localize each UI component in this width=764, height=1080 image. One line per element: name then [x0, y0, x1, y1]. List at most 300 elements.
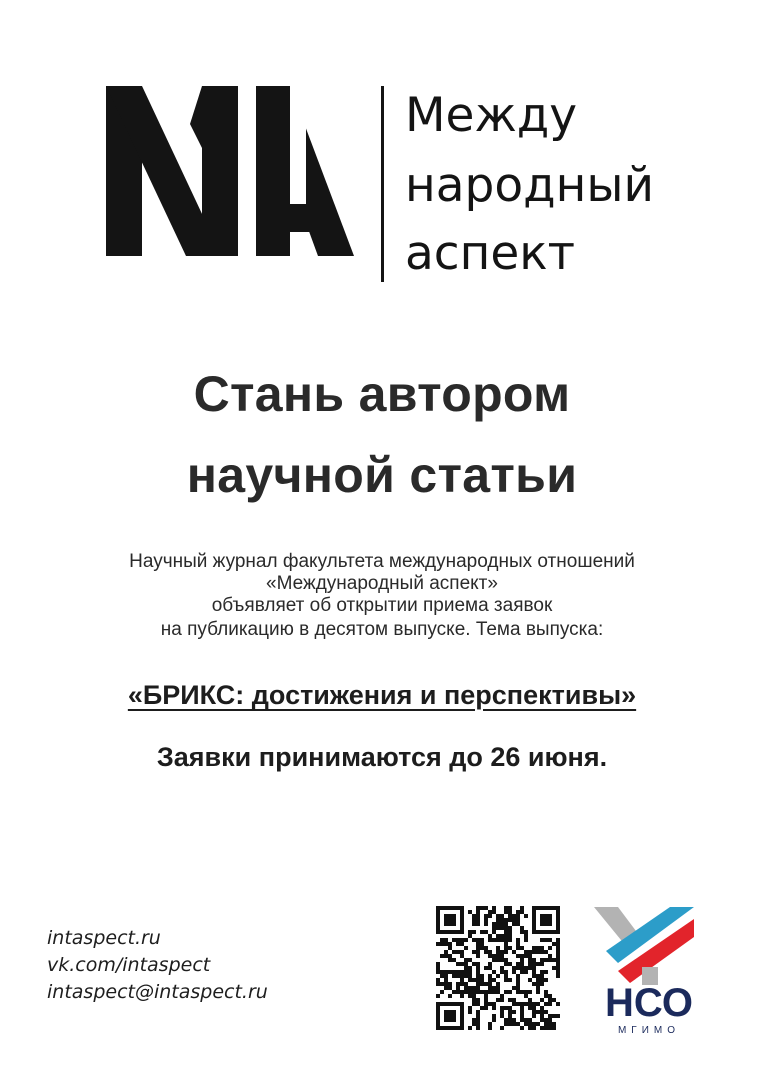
- qr-module: [516, 910, 520, 914]
- qr-module: [532, 946, 536, 950]
- qr-module: [496, 998, 500, 1002]
- qr-module: [436, 962, 440, 966]
- qr-module: [556, 950, 560, 954]
- qr-module: [440, 942, 444, 946]
- qr-module: [480, 942, 484, 946]
- qr-module: [464, 946, 468, 950]
- qr-module: [536, 974, 540, 978]
- qr-module: [500, 1014, 504, 1018]
- qr-module: [464, 966, 468, 970]
- qr-module: [528, 958, 532, 962]
- qr-module: [456, 986, 460, 990]
- qr-module: [504, 962, 508, 966]
- qr-module: [460, 938, 464, 942]
- qr-module: [436, 970, 440, 974]
- qr-module: [544, 990, 548, 994]
- contact-vk[interactable]: vk.com/intaspect: [47, 954, 211, 976]
- qr-module: [548, 1026, 552, 1030]
- qr-module: [500, 1010, 504, 1014]
- qr-module: [540, 1026, 544, 1030]
- qr-module: [468, 930, 472, 934]
- qr-module: [556, 970, 560, 974]
- qr-module: [500, 934, 504, 938]
- qr-module: [504, 938, 508, 942]
- qr-module: [456, 942, 460, 946]
- nso-logo-sublabel: МГИМО: [617, 1025, 681, 1035]
- body-line-2: «Международный аспект»: [266, 573, 498, 594]
- qr-module: [520, 958, 524, 962]
- qr-module: [528, 954, 532, 958]
- qr-module: [488, 1002, 492, 1006]
- qr-module: [556, 954, 560, 958]
- qr-module: [472, 1022, 476, 1026]
- qr-module: [496, 926, 500, 930]
- qr-module: [544, 950, 548, 954]
- qr-module: [532, 970, 536, 974]
- qr-module: [544, 978, 548, 982]
- qr-module: [540, 950, 544, 954]
- qr-module: [476, 906, 480, 910]
- qr-module: [440, 938, 444, 942]
- qr-module: [480, 1006, 484, 1010]
- logo-word-1: Между: [405, 88, 578, 143]
- qr-module: [500, 966, 504, 970]
- qr-module: [436, 978, 440, 982]
- qr-module: [536, 1002, 540, 1006]
- qr-module: [492, 906, 496, 910]
- qr-module: [476, 922, 480, 926]
- qr-module: [548, 958, 552, 962]
- qr-module: [440, 990, 444, 994]
- qr-module: [532, 1002, 536, 1006]
- qr-module: [472, 918, 476, 922]
- qr-module: [504, 910, 508, 914]
- qr-module: [524, 930, 528, 934]
- qr-module: [540, 938, 544, 942]
- qr-module: [476, 946, 480, 950]
- qr-module: [520, 1014, 524, 1018]
- qr-module: [528, 1022, 532, 1026]
- qr-module: [524, 938, 528, 942]
- body-line-4: на публикацию в десятом выпуске. Тема выпуска:: [160, 619, 604, 640]
- body-line-3: объявляет об открытии приема заявок: [211, 595, 553, 616]
- qr-module: [460, 950, 464, 954]
- logo-word-3: аспект: [405, 226, 576, 281]
- qr-module: [476, 998, 480, 1002]
- qr-module: [508, 962, 512, 966]
- qr-module: [520, 930, 524, 934]
- qr-module: [520, 970, 524, 974]
- qr-module: [484, 966, 488, 970]
- qr-module: [468, 970, 472, 974]
- qr-module: [508, 1022, 512, 1026]
- qr-module: [440, 970, 444, 974]
- qr-module: [476, 1022, 480, 1026]
- contact-website[interactable]: intaspect.ru: [47, 927, 161, 949]
- qr-module: [536, 978, 540, 982]
- qr-module: [452, 990, 456, 994]
- qr-module: [460, 942, 464, 946]
- qr-module: [524, 950, 528, 954]
- qr-module: [524, 1002, 528, 1006]
- issue-topic-text: «БРИКС: достижения и перспективы»: [127, 680, 637, 710]
- qr-module: [520, 910, 524, 914]
- qr-module: [456, 962, 460, 966]
- qr-module: [552, 1014, 556, 1018]
- qr-module: [484, 914, 488, 918]
- qr-module: [524, 990, 528, 994]
- qr-module: [492, 978, 496, 982]
- qr-module: [540, 1014, 544, 1018]
- qr-module: [536, 962, 540, 966]
- qr-module: [540, 978, 544, 982]
- qr-module: [472, 962, 476, 966]
- qr-module: [488, 978, 492, 982]
- qr-module: [484, 950, 488, 954]
- qr-module: [508, 990, 512, 994]
- issue-topic: [0, 679, 764, 711]
- qr-module: [488, 990, 492, 994]
- qr-module: [520, 966, 524, 970]
- qr-module: [544, 1026, 548, 1030]
- qr-module: [520, 906, 524, 910]
- qr-module: [492, 970, 496, 974]
- qr-module: [552, 1022, 556, 1026]
- qr-module: [516, 954, 520, 958]
- qr-module: [488, 1022, 492, 1026]
- qr-module: [488, 934, 492, 938]
- qr-module: [436, 994, 440, 998]
- deadline-text: Заявки принимаются до 26 июня.: [156, 742, 608, 772]
- qr-module: [504, 950, 508, 954]
- qr-module: [528, 990, 532, 994]
- qr-module: [512, 1022, 516, 1026]
- qr-module: [548, 946, 552, 950]
- qr-module: [476, 970, 480, 974]
- qr-module: [532, 950, 536, 954]
- qr-module: [532, 974, 536, 978]
- qr-module: [464, 938, 468, 942]
- qr-module: [468, 1010, 472, 1014]
- qr-module: [484, 1002, 488, 1006]
- qr-module: [508, 1014, 512, 1018]
- qr-module: [448, 994, 452, 998]
- qr-module: [512, 918, 516, 922]
- qr-module: [524, 994, 528, 998]
- qr-module: [508, 1010, 512, 1014]
- qr-module: [520, 962, 524, 966]
- qr-module: [536, 1010, 540, 1014]
- qr-module: [516, 1002, 520, 1006]
- qr-module: [540, 1010, 544, 1014]
- qr-module: [460, 970, 464, 974]
- qr-module: [512, 970, 516, 974]
- qr-module: [448, 982, 452, 986]
- qr-module: [476, 978, 480, 982]
- qr-module: [452, 958, 456, 962]
- qr-module: [492, 910, 496, 914]
- qr-module: [464, 962, 468, 966]
- qr-module: [552, 998, 556, 1002]
- qr-module: [540, 962, 544, 966]
- qr-module: [536, 950, 540, 954]
- qr-module: [500, 938, 504, 942]
- qr-module: [468, 974, 472, 978]
- qr-module: [440, 954, 444, 958]
- logo-divider: [381, 86, 384, 282]
- qr-module: [476, 918, 480, 922]
- qr-module: [468, 990, 472, 994]
- qr-module: [484, 906, 488, 910]
- qr-module: [508, 930, 512, 934]
- qr-module: [440, 982, 444, 986]
- qr-module: [472, 1018, 476, 1022]
- qr-module: [500, 958, 504, 962]
- qr-module: [532, 1026, 536, 1030]
- qr-module: [460, 954, 464, 958]
- qr-module: [488, 966, 492, 970]
- qr-module: [548, 1002, 552, 1006]
- qr-module: [492, 958, 496, 962]
- qr-module: [496, 918, 500, 922]
- qr-module: [476, 990, 480, 994]
- qr-code: [436, 906, 560, 1030]
- qr-module: [496, 958, 500, 962]
- qr-module: [444, 942, 448, 946]
- qr-module: [480, 990, 484, 994]
- qr-module: [508, 926, 512, 930]
- qr-module: [500, 1006, 504, 1010]
- qr-module: [504, 958, 508, 962]
- qr-module: [456, 982, 460, 986]
- qr-module: [468, 978, 472, 982]
- qr-module: [536, 1022, 540, 1026]
- qr-module: [544, 994, 548, 998]
- qr-module: [488, 950, 492, 954]
- qr-module: [528, 950, 532, 954]
- qr-module: [500, 994, 504, 998]
- qr-module: [480, 982, 484, 986]
- qr-module: [536, 946, 540, 950]
- qr-module: [496, 990, 500, 994]
- qr-module: [520, 926, 524, 930]
- qr-module: [484, 990, 488, 994]
- qr-module: [496, 950, 500, 954]
- qr-module: [472, 914, 476, 918]
- qr-module: [512, 1018, 516, 1022]
- qr-module: [524, 970, 528, 974]
- qr-module: [476, 910, 480, 914]
- qr-module: [496, 986, 500, 990]
- qr-module: [480, 938, 484, 942]
- qr-module: [504, 1022, 508, 1026]
- qr-module: [444, 974, 448, 978]
- qr-module: [500, 970, 504, 974]
- qr-module: [484, 1006, 488, 1010]
- qr-module: [552, 1026, 556, 1030]
- qr-module: [476, 982, 480, 986]
- qr-module: [552, 966, 556, 970]
- qr-module: [528, 978, 532, 982]
- qr-module: [484, 946, 488, 950]
- qr-module: [504, 974, 508, 978]
- qr-module: [472, 938, 476, 942]
- qr-module: [476, 974, 480, 978]
- qr-module: [524, 914, 528, 918]
- qr-module: [504, 970, 508, 974]
- qr-module: [504, 1006, 508, 1010]
- qr-module: [548, 1022, 552, 1026]
- qr-module: [456, 970, 460, 974]
- qr-module: [516, 962, 520, 966]
- qr-module: [540, 958, 544, 962]
- qr-module: [528, 998, 532, 1002]
- qr-module: [504, 922, 508, 926]
- qr-module: [556, 958, 560, 962]
- qr-module: [516, 938, 520, 942]
- qr-module: [476, 950, 480, 954]
- qr-module: [476, 1018, 480, 1022]
- qr-module: [516, 1022, 520, 1026]
- qr-module: [528, 1018, 532, 1022]
- qr-module: [540, 946, 544, 950]
- qr-module: [468, 934, 472, 938]
- qr-module: [480, 946, 484, 950]
- qr-module: [520, 990, 524, 994]
- qr-module: [556, 962, 560, 966]
- qr-module: [552, 942, 556, 946]
- qr-module: [520, 1006, 524, 1010]
- qr-module: [476, 962, 480, 966]
- qr-module: [516, 982, 520, 986]
- qr-module: [504, 930, 508, 934]
- qr-module: [444, 986, 448, 990]
- qr-module: [476, 1010, 480, 1014]
- qr-module: [472, 950, 476, 954]
- qr-module: [512, 914, 516, 918]
- qr-module: [468, 1006, 472, 1010]
- qr-module: [492, 1018, 496, 1022]
- qr-module: [476, 938, 480, 942]
- qr-module: [516, 942, 520, 946]
- qr-module: [504, 946, 508, 950]
- qr-module: [508, 914, 512, 918]
- qr-module: [476, 966, 480, 970]
- qr-module: [448, 946, 452, 950]
- qr-module: [508, 910, 512, 914]
- body-line-1: Научный журнал факультета международных отношений: [129, 551, 635, 572]
- qr-module: [516, 986, 520, 990]
- qr-module: [452, 938, 456, 942]
- qr-module: [556, 1014, 560, 1018]
- qr-module: [500, 998, 504, 1002]
- qr-module: [468, 958, 472, 962]
- qr-module: [488, 986, 492, 990]
- qr-module: [464, 990, 468, 994]
- qr-module: [468, 910, 472, 914]
- logo-word-2: народный: [405, 158, 654, 213]
- qr-module: [484, 994, 488, 998]
- qr-module: [488, 962, 492, 966]
- qr-module: [492, 926, 496, 930]
- qr-module: [476, 1002, 480, 1006]
- qr-module: [544, 958, 548, 962]
- qr-module: [548, 998, 552, 1002]
- qr-module: [508, 1018, 512, 1022]
- qr-module: [512, 986, 516, 990]
- qr-module: [504, 1018, 508, 1022]
- qr-module: [460, 962, 464, 966]
- qr-module: [444, 970, 448, 974]
- qr-module: [556, 974, 560, 978]
- qr-module: [488, 914, 492, 918]
- qr-module: [488, 910, 492, 914]
- qr-module: [556, 938, 560, 942]
- qr-module: [540, 970, 544, 974]
- qr-module: [456, 938, 460, 942]
- headline-line-1: Стань автором: [193, 366, 571, 422]
- qr-module: [516, 974, 520, 978]
- qr-module: [468, 966, 472, 970]
- qr-module: [472, 922, 476, 926]
- qr-module: [544, 1022, 548, 1026]
- qr-module: [556, 942, 560, 946]
- qr-module: [512, 950, 516, 954]
- qr-module: [508, 978, 512, 982]
- qr-module: [468, 1026, 472, 1030]
- qr-module: [472, 1002, 476, 1006]
- qr-module: [444, 938, 448, 942]
- qr-module: [492, 1002, 496, 1006]
- qr-module: [536, 990, 540, 994]
- qr-module: [480, 906, 484, 910]
- qr-module: [512, 922, 516, 926]
- nso-logo-label: НСО: [605, 981, 693, 1025]
- qr-module: [524, 1018, 528, 1022]
- qr-module: [492, 930, 496, 934]
- qr-module: [524, 1022, 528, 1026]
- qr-module: [496, 934, 500, 938]
- qr-module: [492, 954, 496, 958]
- qr-module: [556, 946, 560, 950]
- qr-module: [452, 950, 456, 954]
- qr-module: [468, 994, 472, 998]
- qr-module: [464, 958, 468, 962]
- qr-module: [468, 986, 472, 990]
- qr-module: [484, 922, 488, 926]
- qr-module: [440, 974, 444, 978]
- contact-email[interactable]: intaspect@intaspect.ru: [47, 981, 268, 1003]
- qr-module: [492, 922, 496, 926]
- qr-module: [504, 990, 508, 994]
- qr-module: [492, 1006, 496, 1010]
- qr-module: [464, 982, 468, 986]
- qr-module: [508, 946, 512, 950]
- qr-module: [548, 954, 552, 958]
- qr-module: [488, 974, 492, 978]
- qr-module: [436, 966, 440, 970]
- qr-module: [524, 934, 528, 938]
- qr-module: [484, 930, 488, 934]
- qr-module: [532, 1022, 536, 1026]
- qr-module: [500, 914, 504, 918]
- qr-module: [504, 918, 508, 922]
- qr-module: [444, 982, 448, 986]
- qr-module: [516, 966, 520, 970]
- qr-module: [508, 906, 512, 910]
- qr-module: [532, 982, 536, 986]
- qr-module: [456, 974, 460, 978]
